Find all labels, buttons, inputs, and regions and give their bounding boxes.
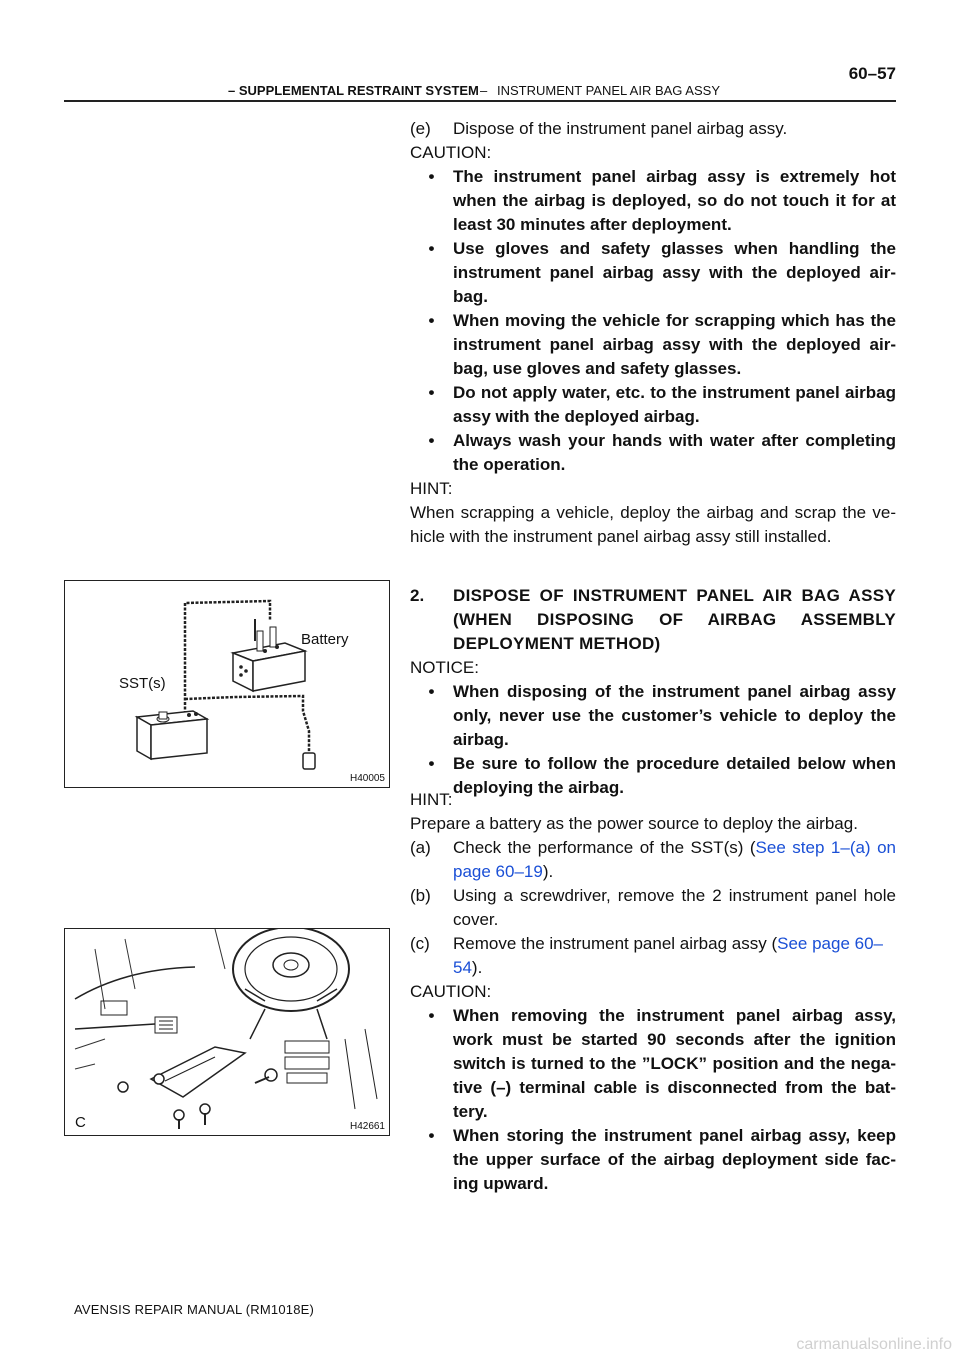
battery-label: Battery [301, 631, 349, 648]
hint1-label: HINT: [410, 479, 453, 498]
caution2-item: • When removing the instrument panel airbag assy, work must be started 90 seconds after the ignition switch is turned to the ”LOCK” position and the nega-tive (–) terminal cable is disconnected from the bat-tery. [428, 1006, 896, 1121]
hint1-text: When scrapping a vehicle, deploy the airbag and scrap the ve-hicle with the instrument panel airbag assy still installed. [410, 503, 896, 546]
figure-sst-battery [64, 580, 390, 788]
caution1-label: CAUTION: [410, 143, 492, 162]
see-page-link[interactable]: See page 60–54 [453, 934, 883, 977]
sst-battery-illustration [65, 581, 389, 787]
page-number: 60–57 [848, 64, 896, 83]
header-dash: – [480, 83, 488, 98]
caution2-list [410, 1004, 896, 1196]
watermark: carmanualsonline.info [796, 1336, 952, 1353]
notice-label: NOTICE: [410, 658, 479, 677]
corner-letter: C [75, 1114, 86, 1131]
hint2-label: HINT: [410, 790, 453, 809]
step-2: 2. DISPOSE OF INSTRUMENT PANEL AIR BAG ASSY (WHEN DISPOSING OF AIRBAG ASSEMBLY DEPLOYMENT METHOD) [410, 586, 896, 653]
sst-label: SST(s) [119, 675, 166, 692]
header-subsection: INSTRUMENT PANEL AIR BAG ASSY [497, 83, 720, 98]
notice-list [410, 680, 896, 800]
footer-manual: AVENSIS REPAIR MANUAL (RM1018E) [74, 1302, 315, 1317]
caution1-item: • Always wash your hands with water after completing the operation. [428, 431, 896, 474]
see-step-link[interactable]: See step 1–(a) on page 60–19 [453, 838, 896, 881]
step-e: (e) Dispose of the instrument panel airbag assy. [410, 119, 788, 138]
step-c: (c) Remove the instrument panel airbag assy (See page 60–54). [410, 934, 883, 977]
hint2-text: Prepare a battery as the power source to deploy the airbag. [410, 814, 858, 833]
notice-item: • When disposing of the instrument panel airbag assy only, never use the customer’s vehicle to deploy the airbag. [428, 682, 896, 749]
instrument-panel-illustration [65, 929, 389, 1135]
header-rule [64, 100, 896, 102]
caution1-item: • Do not apply water, etc. to the instrument panel airbag assy with the deployed airbag. [428, 383, 896, 426]
figure-instrument-panel [64, 928, 390, 1136]
caution1-list [410, 165, 896, 477]
caution1-item: • When moving the vehicle for scrapping which has the instrument panel airbag assy with the deployed air-bag, use gloves and safety glasses. [428, 311, 896, 378]
caution1-item: • Use gloves and safety glasses when handling the instrument panel airbag assy with the deployed air-bag. [428, 239, 896, 306]
caution1-item: • The instrument panel airbag assy is extremely hot when the airbag is deployed, so do not touch it for at least 30 minutes after deployment. [428, 167, 896, 234]
figure-code: H42661 [349, 1121, 385, 1132]
step-b: (b) Using a screwdriver, remove the 2 instrument panel hole cover. [410, 886, 896, 929]
header-section: – SUPPLEMENTAL RESTRAINT SYSTEM [228, 83, 479, 98]
notice-item: • Be sure to follow the procedure detailed below when deploying the airbag. [428, 754, 896, 797]
figure-code: H40005 [349, 773, 385, 784]
caution2-label: CAUTION: [410, 982, 492, 1001]
step-a: (a) Check the performance of the SST(s) (See step 1–(a) on page 60–19). [410, 838, 896, 881]
caution2-item: • When storing the instrument panel airbag assy, keep the upper surface of the airbag deployment side fac-ing upward. [428, 1126, 896, 1193]
